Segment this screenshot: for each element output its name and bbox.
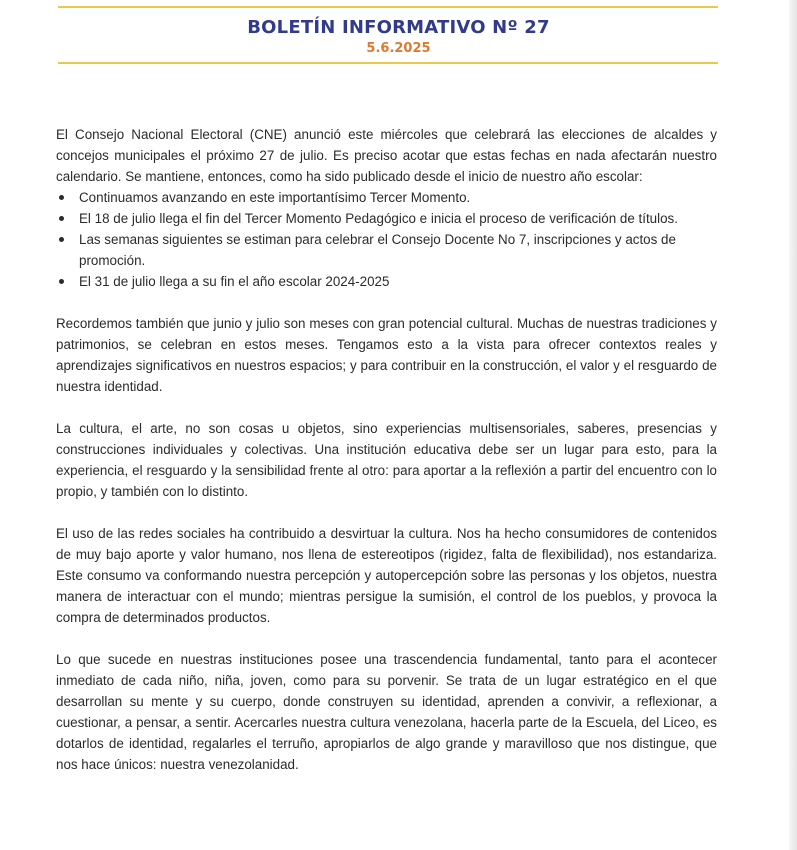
page-edge-shadow (789, 0, 797, 850)
bullet-item: El 18 de julio llega el fin del Tercer Momento Pedagógico e inicia el proceso de verificación de títulos. (56, 208, 717, 229)
intro-paragraph: El Consejo Nacional Electoral (CNE) anunció este miércoles que celebrará las elecciones de alcaldes y concejos municipales el próximo 27 de julio. Es preciso acotar que estas fechas en nada afectarán nuestro calendario. Se mantiene, entonces, como ha sido publicado desde el inicio de nuestro año escolar: (56, 127, 717, 184)
calendar-bullet-list (56, 187, 717, 292)
paragraph-social-media: El uso de las redes sociales ha contribuido a desvirtuar la cultura. Nos ha hecho consumidores de contenidos de muy bajo aporte y valor humano, nos llena de estereotipos (rigidez, falta de flexibilidad), nos estandariza. Este consumo va conformando nuestra percepción y autopercepción sobre las personas y los objetos, nuestra manera de interactuar con el mundo; mientras persigue la sumisión, el control de los pueblos, y provoca la compra de determinados productos. (56, 526, 717, 625)
bullet-item: Las semanas siguientes se estiman para celebrar el Consejo Docente No 7, inscripciones y actos de promoción. (56, 229, 717, 271)
bullet-item: El 31 de julio llega a su fin el año escolar 2024-2025 (56, 271, 717, 292)
bullet-item: Continuamos avanzando en este importantísimo Tercer Momento. (56, 187, 717, 208)
bulletin-title: BOLETÍN INFORMATIVO Nº 27 (247, 17, 550, 38)
header-bottom-rule (58, 62, 718, 64)
paragraph-institutions: Lo que sucede en nuestras instituciones posee una trascendencia fundamental, tanto para el acontecer inmediato de cada niño, niña, joven, como para su porvenir. Se trata de un lugar estratégico en el que desarrollan su mente y su cuerpo, donde construyen su identidad, aprenden a convivir, a reflexionar, a cuestionar, a pensar, a sentir. Acercarles nuestra cultura venezolana, hacerla parte de la Escuela, del Liceo, es dotarlos de identidad, regalarles el terruño, apropiarlos de algo grande y maravilloso que nos distingue, que nos hace únicos: nuestra venezolanidad. (56, 652, 717, 772)
paragraph-culture-art: La cultura, el arte, no son cosas u objetos, sino experiencias multisensoriales, saberes, presencias y construcciones individuales y colectivas. Una institución educativa debe ser un lugar para esto, para la experiencia, el resguardo y la sensibilidad frente al otro: para aportar a la reflexión a partir del encuentro con lo propio, y también con lo distinto. (56, 421, 717, 499)
bulletin-date: 5.6.2025 (366, 41, 431, 56)
header-top-rule (58, 6, 718, 8)
bulletin-body (56, 124, 717, 775)
paragraph-culture-potential: Recordemos también que junio y julio son meses con gran potencial cultural. Muchas de nuestras tradiciones y patrimonios, se celebran en estos meses. Tengamos esto a la vista para ofrecer contextos reales y aprendizajes significativos en nuestros espacios; y para contribuir en la construcción, el valor y el resguardo de nuestra identidad. (56, 316, 717, 394)
